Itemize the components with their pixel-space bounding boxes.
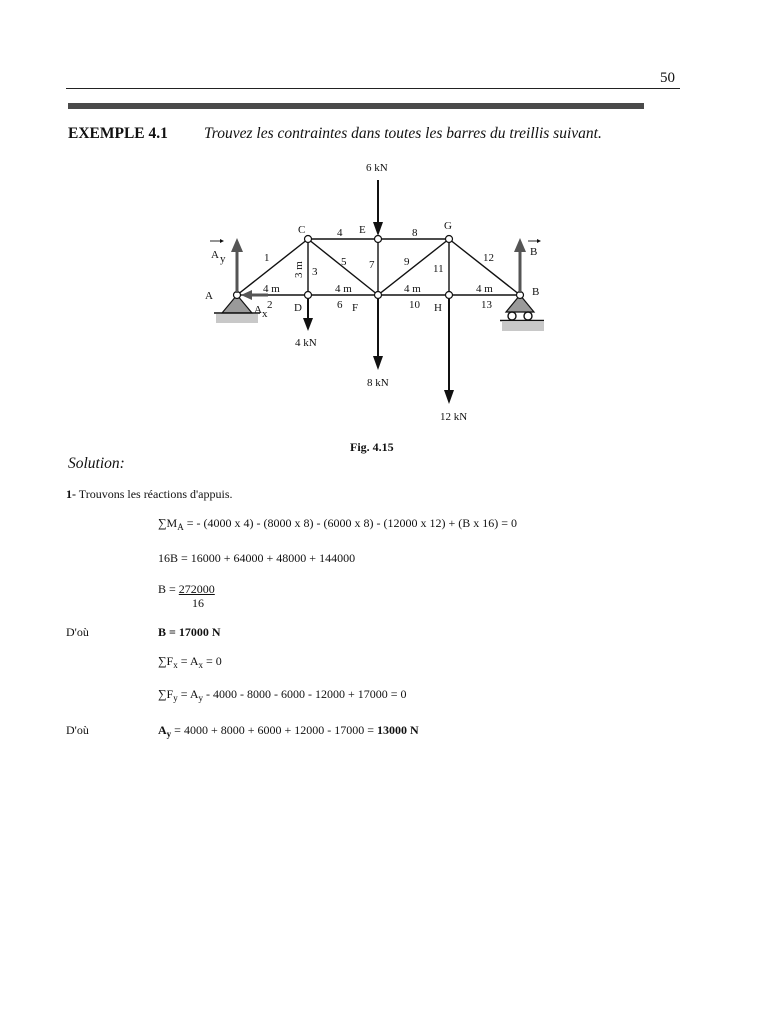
member-label: 11 xyxy=(433,263,444,275)
member-label: 12 xyxy=(483,252,494,264)
fraction-equation: B = 272000 xyxy=(158,582,215,596)
svg-text:y: y xyxy=(220,253,226,265)
joint-E xyxy=(375,236,382,243)
dimension-bay-label: 4 m xyxy=(335,283,352,295)
example-title: Trouvez les contraintes dans toutes les barres du treillis suivant. xyxy=(204,125,602,142)
dimension-bay-label: 4 m xyxy=(404,283,421,295)
member-label: 3 xyxy=(312,266,318,278)
joint-F xyxy=(375,292,382,299)
result-Ay: $A_y = 4000 + 8000 + 6000 + 12000 - 17000 = 13000$ N xyxy=(158,723,419,739)
joint-H xyxy=(446,292,453,299)
member-label: 8 xyxy=(412,227,418,239)
joint-D xyxy=(305,292,312,299)
member-label: 4 xyxy=(337,227,343,239)
result-B: B = 17000 N xyxy=(158,625,221,639)
member-label: 10 xyxy=(409,299,420,311)
member-label: 7 xyxy=(369,259,375,271)
dimension-height-label: 3 m xyxy=(293,261,305,278)
node-B-label: B xyxy=(532,286,540,298)
truss-figure xyxy=(0,150,768,440)
header-rule xyxy=(66,88,680,89)
reaction-B-arrow xyxy=(514,238,526,293)
node-F-label: F xyxy=(352,302,359,314)
example-label: EXEMPLE 4.1 xyxy=(68,125,168,142)
load-F-label: 8 kN xyxy=(367,377,389,389)
member-label: 2 xyxy=(267,299,273,311)
dimension-bay-label: 4 m xyxy=(263,283,280,295)
svg-text:B: B xyxy=(530,246,538,258)
member-label: 13 xyxy=(481,299,492,311)
reaction-Ay-label xyxy=(210,239,226,265)
fraction-denominator: 16 xyxy=(192,596,204,610)
member-label: 9 xyxy=(404,256,410,268)
node-H-label: H xyxy=(434,302,442,314)
horizontal-equilibrium: $\sum F_x = A_x = 0$ xyxy=(158,654,222,670)
node-D-label: D xyxy=(294,302,302,314)
dimension-bay-label: 4 m xyxy=(476,283,493,295)
joint-G xyxy=(446,236,453,243)
reaction-Ay-arrow xyxy=(231,238,243,293)
svg-text:x: x xyxy=(262,308,268,320)
solution-heading: Solution: xyxy=(68,455,125,472)
dou-label: D'où xyxy=(66,723,89,737)
figure-caption: Fig. 4.15 xyxy=(350,440,394,454)
vertical-equilibrium: $\sum F_y = A_y - 4000 - 8000 - 6000 - 12000 + 17000 = 0$ xyxy=(158,687,407,703)
member-label: 6 xyxy=(337,299,343,311)
member-label: 1 xyxy=(264,252,270,264)
node-C-label: C xyxy=(298,224,306,236)
node-G-label: G xyxy=(444,220,452,232)
svg-text:A: A xyxy=(211,249,219,261)
dou-label: D'où xyxy=(66,625,89,639)
step-1-text: 1- Trouvons les réactions d'appuis. xyxy=(66,487,233,501)
moment-equation: $\sum M_A$ = - (4000 x 4) - (8000 x 8) - (6000 x 8) - (12000 x 12) + (B x 16) = 0 xyxy=(158,516,517,532)
svg-text:A: A xyxy=(254,304,262,316)
member-label: 5 xyxy=(341,256,347,268)
node-A-label: A xyxy=(205,290,213,302)
load-top-label: 6 kN xyxy=(366,162,388,174)
load-D-label: 4 kN xyxy=(295,337,317,349)
sum-equation: 16B = 16000 + 64000 + 48000 + 144000 xyxy=(158,551,356,565)
section-bar xyxy=(68,103,644,109)
load-H-label: 12 kN xyxy=(440,411,468,423)
page-number: 50 xyxy=(660,70,675,86)
node-E-label: E xyxy=(359,224,366,236)
joint-C xyxy=(305,236,312,243)
reaction-B-label xyxy=(528,239,541,258)
